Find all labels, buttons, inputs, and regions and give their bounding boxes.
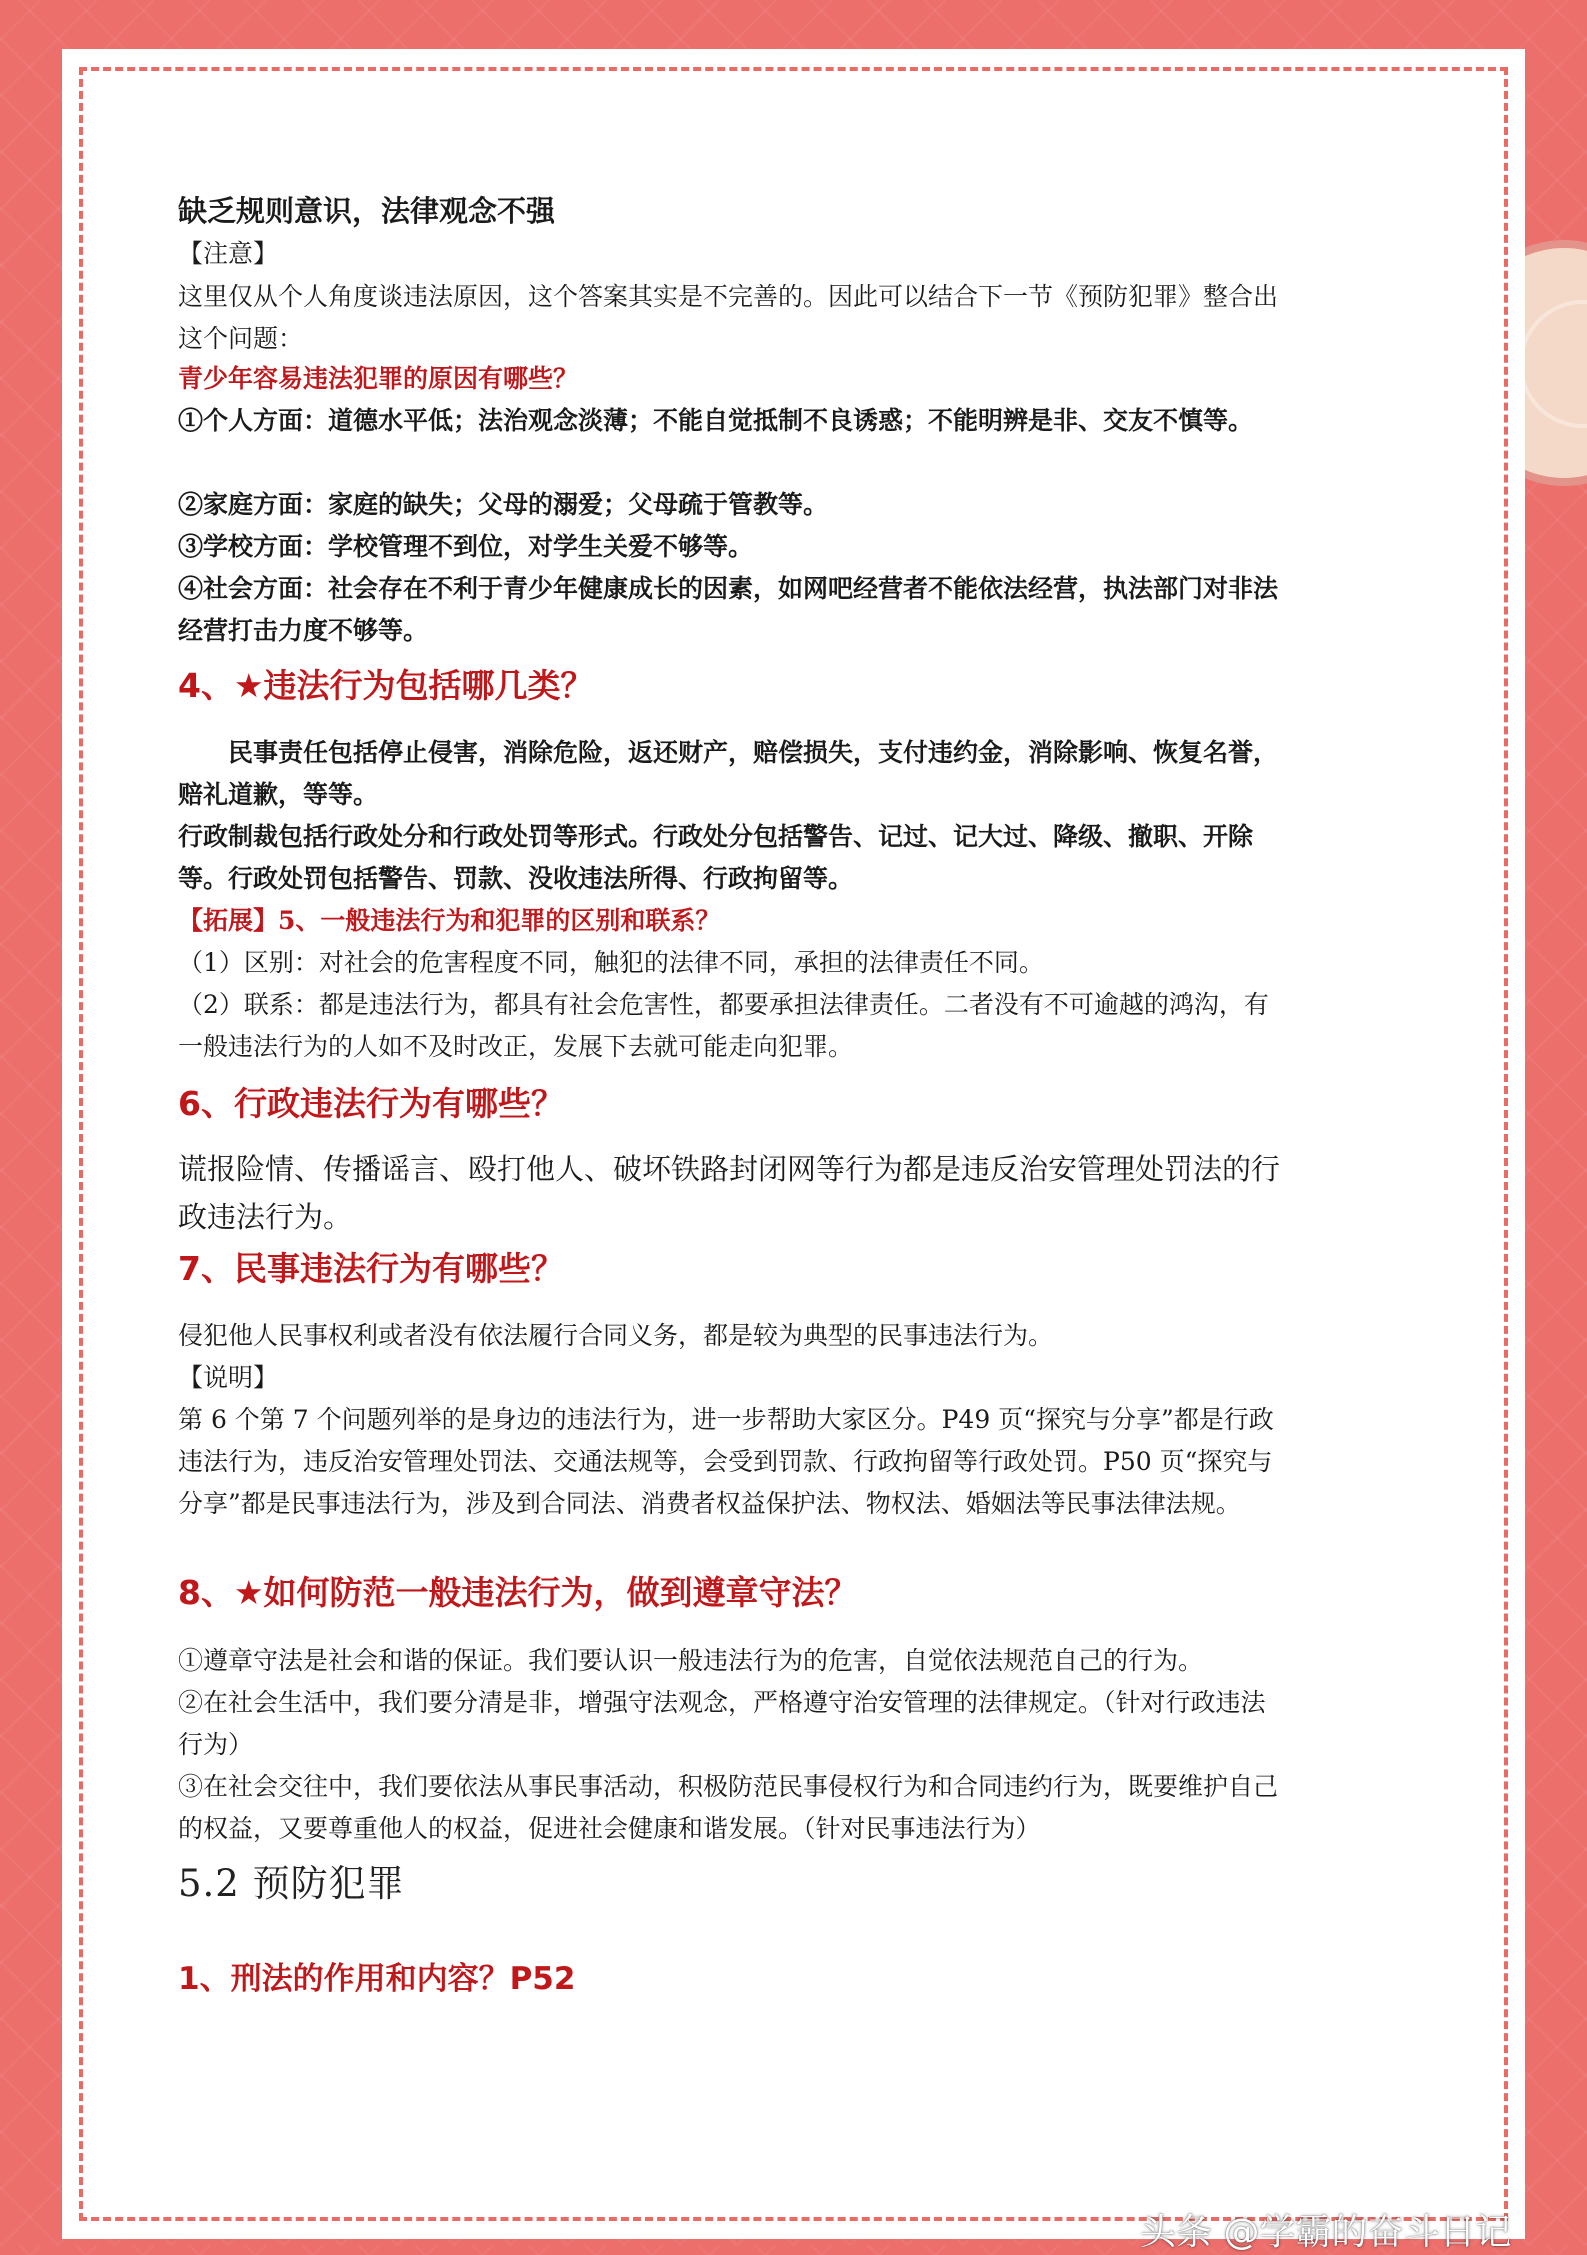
explain-label: 【说明】: [178, 1363, 279, 1392]
question-reasons: 青少年容易违法犯罪的原因有哪些？: [178, 364, 579, 393]
heading-7: 7、民事违法行为有哪些？: [178, 1249, 564, 1288]
extension-heading: [178, 900, 1288, 942]
watermark: 头条 @学霸的奋斗日记: [1140, 2212, 1512, 2253]
administrative-sanction-text: 行政制裁包括行政处分和行政处罚等形式。行政处分包括警告、记过、记大过、降级、撤职、开除等。行政处罚包括警告、罚款、没收违法所得、行政拘留等。: [178, 822, 1254, 893]
prevention-item: ③在社会交往中，我们要依法从事民事活动，积极防范民事侵权行为和合同违约行为，既要维护自己的权益，又要尊重他人的权益，促进社会健康和谐发展。（针对民事违法行为）: [178, 1772, 1279, 1843]
reason-item: ③学校方面：学校管理不到位，对学生关爱不够等。: [178, 532, 754, 561]
heading-lack-of-rules: 缺乏规则意识，法律观念不强: [178, 194, 556, 228]
extension-item: （2）联系：都是违法行为，都具有社会危害性，都要承担法律责任。二者没有不可逾越的鸿沟，有一般违法行为的人如不及时改正，发展下去就可能走向犯罪。: [178, 990, 1269, 1061]
civil-violation-text: 侵犯他人民事权利或者没有依法履行合同义务，都是较为典型的民事违法行为。: [178, 1321, 1054, 1350]
heading-6: 6、行政违法行为有哪些？: [178, 1084, 564, 1123]
administrative-violation-text: 谎报险情、传播谣言、殴打他人、破坏铁路封闭网等行为都是违反治安管理处罚法的行政违法行为。: [178, 1152, 1281, 1234]
note-label: 【注意】: [178, 239, 279, 268]
extension-title: 5、一般违法行为和犯罪的区别和联系？: [278, 906, 721, 935]
heading-4: 4、★违法行为包括哪几类？: [178, 666, 594, 705]
reason-item: ①个人方面：道德水平低；法治观念淡薄；不能自觉抵制不良诱惑；不能明辨是非、交友不慎等。: [178, 406, 1254, 435]
extension-label: 【拓展】: [178, 906, 279, 935]
section-title: 5.2 预防犯罪: [178, 1862, 405, 1905]
reason-item: ④社会方面：社会存在不利于青少年健康成长的因素，如网吧经营者不能依法经营，执法部门对非法经营打击力度不够等。: [178, 574, 1279, 645]
prevention-item: ①遵章守法是社会和谐的保证。我们要认识一般违法行为的危害，自觉依法规范自己的行为。: [178, 1646, 1204, 1675]
explain-text: 第 6 个第 7 个问题列举的是身边的违法行为，进一步帮助大家区分。P49 页“探究与分享”都是行政违法行为，违反治安管理处罚法、交通法规等，会受到罚款、行政拘留等行政处罚。P50 页“探究与分享”都是民事违法行为，涉及到合同法、消费者权益保护法、物权法、婚姻法等民事法律法规。: [178, 1405, 1274, 1518]
civil-liability-text: 民事责任包括停止侵害，消除危险，返还财产，赔偿损失，支付违约金，消除影响、恢复名誉，赔礼道歉，等等。: [178, 738, 1279, 809]
note-text: 这里仅从个人角度谈违法原因，这个答案其实是不完善的。因此可以结合下一节《预防犯罪》整合出这个问题：: [178, 282, 1279, 353]
reason-item: ②家庭方面：家庭的缺失；父母的溺爱；父母疏于管教等。: [178, 490, 829, 519]
heading-criminal-law: 1、刑法的作用和内容？P52: [178, 1961, 576, 1997]
heading-8: 8、★如何防范一般违法行为，做到遵章守法？: [178, 1573, 858, 1612]
prevention-item: ②在社会生活中，我们要分清是非，增强守法观念，严格遵守治安管理的法律规定。（针对行政违法行为）: [178, 1688, 1266, 1759]
extension-item: （1）区别：对社会的危害程度不同，触犯的法律不同，承担的法律责任不同。: [178, 948, 1044, 977]
